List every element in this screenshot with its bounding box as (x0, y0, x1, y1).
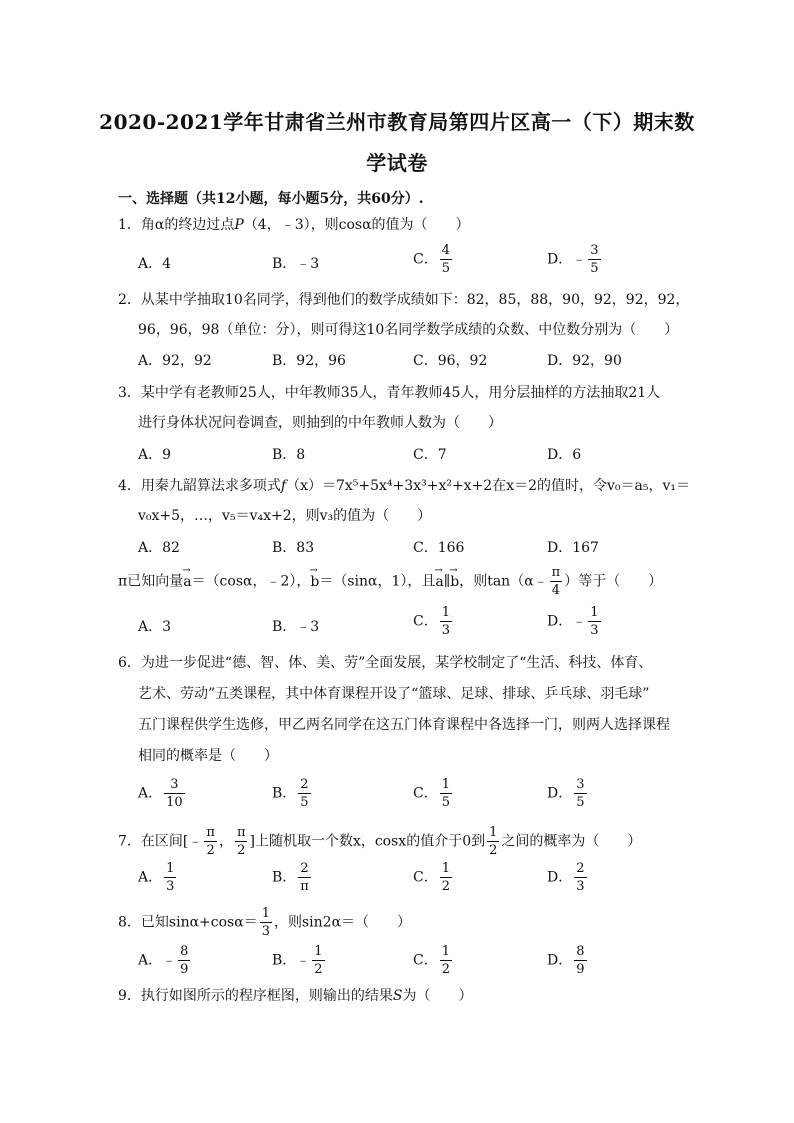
exam-title-line2: 学试卷 (366, 151, 428, 175)
question-2-stem-line2: 96，96，98（单位：分），则可得这10名同学数学成绩的众数、中位数分别为（ ） (138, 322, 679, 338)
question-4-option-d: D．167 (547, 540, 599, 556)
question-6-stem-line2: 艺术、劳动”五类课程，其中体育课程开设了“篮球、足球、排球、乒乓球、羽毛球” (138, 686, 650, 702)
question-7-stem: 7．在区间[﹣ $\frac{\pi}{2}$ ， $\frac{\pi}{2}$ ]上随机取一个数x，cosx的值介于0到 $\frac{1}{2}$ 之间的概率为（ ） (118, 825, 642, 858)
question-1-option-a: A．4 (138, 256, 172, 272)
question-5-stem: π已知向量→ a＝（cosα，﹣2），→ b＝（sinα，1），且→ a∥→ b，则tan（α﹣ $\frac{\pi}{4}$ ）等于（ ） (118, 566, 662, 597)
question-6-stem-line3: 五门课程供学生选修，甲乙两名同学在这五门体育课程中各选择一门，则两人选择课程 (138, 717, 670, 733)
question-4-option-c: C．166 (413, 540, 465, 556)
question-8-option-c: C． $\frac{1}{2}$ (413, 944, 450, 977)
question-8-option-a: A．﹣ $\frac{8}{9}$ (138, 944, 189, 977)
question-8-option-d: D． $\frac{8}{9}$ (547, 944, 585, 977)
question-6-option-a: A． $\frac{3}{10}$ (138, 777, 183, 810)
question-3-option-c: C．7 (413, 447, 447, 463)
question-7-option-a: A． $\frac{1}{3}$ (138, 861, 175, 894)
question-4-option-a: A．82 (138, 540, 180, 556)
question-2-option-b: B．92，96 (272, 353, 346, 369)
question-4-stem-line1: 4．用秦九韶算法求多项式f（x）＝7x⁵+5x⁴+3x³+x²+x+2在x＝2的值时，令v₀＝a₅，v₁＝ (118, 478, 691, 494)
question-4-stem-line2: v₀x+5，…，v₅＝v₄x+2，则v₃的值为（ ） (138, 508, 432, 524)
question-3-option-d: D．6 (547, 447, 582, 463)
question-7-option-d: D． $\frac{2}{3}$ (547, 861, 585, 894)
exam-title-line1: 2020-2021学年甘肃省兰州市教育局第四片区高一（下）期末数 (99, 110, 695, 134)
question-7-option-b: B． $\frac{2}{\pi}$ (272, 861, 309, 894)
question-3-option-b: B．8 (272, 447, 306, 463)
question-1-option-d: D．﹣ $\frac{3}{5}$ (547, 243, 599, 276)
question-5-option-d: D．﹣ $\frac{1}{3}$ (547, 605, 599, 638)
question-3-stem-line1: 3．某中学有老教师25人，中年教师35人，青年教师45人，用分层抽样的方法抽取21人 (118, 385, 661, 401)
question-6-option-d: D． $\frac{3}{5}$ (547, 777, 585, 810)
question-2-stem-line1: 2．从某中学抽取10名同学，得到他们的数学成绩如下：82，85，88，90，92，92，92， (118, 292, 690, 308)
question-6-stem-line4: 相同的概率是（ ） (138, 748, 278, 764)
question-3-option-a: A．9 (138, 447, 172, 463)
question-2-option-a: A．92，92 (138, 353, 212, 369)
question-3-stem-line2: 进行身体状况问卷调查，则抽到的中年教师人数为（ ） (138, 415, 502, 431)
question-4-option-b: B．83 (272, 540, 315, 556)
question-8-stem: 8．已知sinα+cosα＝ $\frac{1}{3}$ ，则sin2α＝（ ） (118, 906, 412, 939)
question-5-option-b: B．﹣3 (272, 619, 320, 635)
question-6-option-b: B． $\frac{2}{5}$ (272, 777, 309, 810)
question-9-stem: 9．执行如图所示的程序框图，则输出的结果S为（ ） (118, 988, 473, 1004)
question-1-stem: 1．角α的终边过点P（4，﹣3），则cosα的值为（ ） (118, 217, 470, 233)
question-6-option-c: C． $\frac{1}{5}$ (413, 777, 450, 810)
question-5-option-c: C． $\frac{1}{3}$ (413, 605, 450, 638)
question-2-option-c: C．96，92 (413, 353, 488, 369)
question-5-option-a: A．3 (138, 619, 172, 635)
question-2-option-d: D．92，90 (547, 353, 622, 369)
section-heading: 一、选择题（共12小题，每小题5分，共60分）. (118, 191, 424, 207)
question-7-option-c: C． $\frac{1}{2}$ (413, 861, 450, 894)
question-8-option-b: B．﹣ $\frac{1}{2}$ (272, 944, 323, 977)
question-1-option-c: C． $\frac{4}{5}$ (413, 243, 450, 276)
question-1-option-b: B．﹣3 (272, 256, 320, 272)
question-6-stem-line1: 6．为进一步促进“德、智、体、美、劳”全面发展，某学校制定了“生活、科技、体育、 (118, 655, 653, 671)
